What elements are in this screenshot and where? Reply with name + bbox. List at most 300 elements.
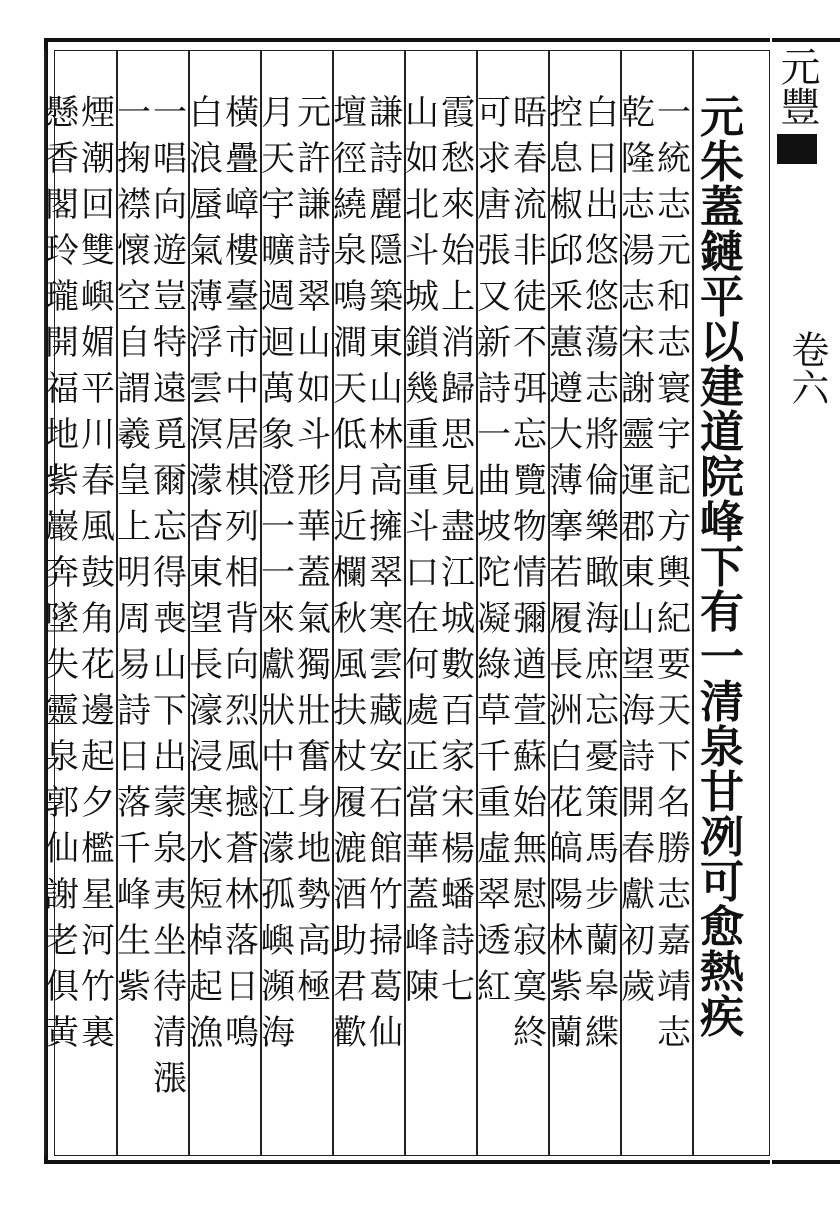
commentary-char: 檻	[81, 829, 115, 869]
commentary-char: 紫	[45, 461, 79, 501]
commentary-char: 媚	[81, 323, 115, 363]
commentary-char: 生	[117, 921, 151, 961]
commentary-char: 草	[477, 691, 511, 731]
commentary-char: 詩	[621, 737, 655, 777]
commentary-char: 海	[621, 691, 655, 731]
commentary-char: 當	[405, 783, 439, 823]
commentary-char: 嘉	[657, 921, 691, 961]
commentary-char: 林	[225, 875, 259, 915]
commentary-char: 許	[297, 139, 331, 179]
commentary-char: 掬	[117, 139, 151, 179]
commentary-char: 相	[225, 553, 259, 593]
commentary-char: 東	[621, 553, 655, 593]
commentary-char: 重	[405, 415, 439, 455]
commentary-char: 浮	[189, 323, 223, 363]
commentary-char: 出	[585, 185, 619, 225]
commentary-column	[548, 93, 584, 1062]
commentary-char: 仙	[45, 829, 79, 869]
commentary-char: 皋	[585, 967, 619, 1007]
commentary-char: 初	[621, 921, 655, 961]
commentary-char: 元	[297, 93, 331, 133]
commentary-char: 乾	[621, 93, 655, 133]
commentary-char: 謙	[369, 93, 403, 133]
commentary-char: 壯	[297, 691, 331, 731]
commentary-char: 楊	[441, 829, 475, 869]
commentary-char: 紀	[657, 599, 691, 639]
commentary-char: 陽	[549, 875, 583, 915]
commentary-char: 天	[657, 691, 691, 731]
book-title	[776, 46, 818, 172]
commentary-char: 澄	[261, 461, 295, 501]
commentary-char: 何	[405, 645, 439, 685]
commentary-char: 輿	[657, 553, 691, 593]
commentary-char: 海	[585, 599, 619, 639]
commentary-char: 孤	[261, 875, 295, 915]
commentary-column	[656, 93, 692, 1062]
commentary-char: 福	[45, 369, 79, 409]
commentary-char: 江	[441, 553, 475, 593]
main-entry-char: 朱	[700, 137, 744, 188]
commentary-char: 山	[405, 93, 439, 133]
commentary-char: 謝	[45, 875, 79, 915]
commentary-char: 物	[513, 507, 547, 547]
commentary-char: 幾	[405, 369, 439, 409]
commentary-char: 遵	[549, 369, 583, 409]
commentary-char: 歸	[441, 369, 475, 409]
commentary-char: 搴	[549, 507, 583, 547]
commentary-char: 詩	[477, 369, 511, 409]
commentary-char: 漲	[153, 1059, 187, 1099]
main-entry-column	[700, 92, 744, 1043]
commentary-char: 竹	[81, 967, 115, 1007]
commentary-char: 花	[549, 783, 583, 823]
commentary-char: 中	[225, 369, 259, 409]
commentary-char: 夕	[81, 783, 115, 823]
commentary-char: 寒	[369, 599, 403, 639]
commentary-char: 峰	[117, 875, 151, 915]
commentary-char: 坡	[477, 507, 511, 547]
commentary-char: 勢	[297, 875, 331, 915]
commentary-char: 空	[117, 277, 151, 317]
commentary-char: 雲	[189, 369, 223, 409]
commentary-char: 翠	[477, 875, 511, 915]
commentary-char: 皜	[549, 829, 583, 869]
commentary-char: 上	[441, 277, 475, 317]
commentary-char: 斗	[405, 507, 439, 547]
commentary-char: 白	[585, 93, 619, 133]
commentary-char: 周	[117, 599, 151, 639]
commentary-char: 履	[333, 783, 367, 823]
commentary-char: 唐	[477, 185, 511, 225]
commentary-char: 館	[369, 829, 403, 869]
commentary-char: 紅	[477, 967, 511, 1007]
commentary-char: 風	[225, 737, 259, 777]
commentary-char: 花	[81, 645, 115, 685]
commentary-char: 迴	[261, 323, 295, 363]
commentary-char: 志	[621, 185, 655, 225]
commentary-char: 浪	[189, 139, 223, 179]
commentary-char: 凝	[477, 599, 511, 639]
commentary-char: 河	[81, 921, 115, 961]
commentary-char: 溟	[189, 415, 223, 455]
commentary-char: 宇	[657, 415, 691, 455]
main-entry-char: 清	[700, 677, 744, 728]
commentary-char: 忘	[513, 415, 547, 455]
commentary-char: 不	[513, 323, 547, 363]
commentary-char: 萱	[513, 691, 547, 731]
commentary-char: 詩	[297, 231, 331, 271]
commentary-column	[476, 93, 512, 1016]
commentary-char: 盡	[441, 507, 475, 547]
commentary-char: 城	[441, 599, 475, 639]
commentary-char: 覓	[153, 415, 187, 455]
commentary-char: 掃	[369, 921, 403, 961]
commentary-char: 上	[117, 507, 151, 547]
commentary-char: 嶂	[225, 185, 259, 225]
main-entry-char: 愈	[700, 902, 744, 953]
commentary-char: 蕙	[549, 323, 583, 363]
commentary-char: 和	[657, 277, 691, 317]
commentary-char: 起	[189, 967, 223, 1007]
commentary-char: 懸	[45, 93, 79, 133]
main-entry-char: 熱	[700, 947, 744, 998]
chapter-label-text: 卷六	[784, 330, 829, 406]
commentary-char: 築	[369, 277, 403, 317]
main-entry-char: 以	[700, 317, 744, 368]
commentary-char: 張	[477, 231, 511, 271]
commentary-char: 欄	[333, 553, 367, 593]
commentary-char: 志	[657, 1013, 691, 1053]
commentary-char: 華	[297, 507, 331, 547]
commentary-column	[260, 93, 296, 1062]
commentary-char: 清	[153, 1013, 187, 1053]
commentary-char: 倫	[585, 461, 619, 501]
commentary-char: 秋	[333, 599, 367, 639]
commentary-char: 香	[45, 139, 79, 179]
commentary-char: 漉	[333, 829, 367, 869]
commentary-char: 靈	[621, 415, 655, 455]
commentary-char: 翠	[369, 553, 403, 593]
commentary-char: 如	[297, 369, 331, 409]
commentary-char: 歡	[333, 1013, 367, 1053]
commentary-char: 釆	[549, 277, 583, 317]
commentary-char: 週	[261, 277, 295, 317]
commentary-char: 忘	[585, 691, 619, 731]
commentary-char: 宋	[621, 323, 655, 363]
commentary-char: 陳	[405, 967, 439, 1007]
commentary-char: 得	[153, 553, 187, 593]
commentary-char: 奮	[297, 737, 331, 777]
column-rule	[692, 50, 694, 1156]
commentary-char: 名	[657, 783, 691, 823]
commentary-char: 山	[369, 369, 403, 409]
commentary-char: 星	[81, 875, 115, 915]
commentary-column	[44, 93, 80, 1062]
commentary-column	[584, 93, 620, 1062]
commentary-char: 斗	[297, 415, 331, 455]
commentary-char: 閣	[45, 185, 79, 225]
commentary-char: 始	[513, 783, 547, 823]
commentary-char: 低	[333, 415, 367, 455]
commentary-char: 愁	[441, 139, 475, 179]
commentary-char: 處	[405, 691, 439, 731]
commentary-char: 天	[333, 369, 367, 409]
commentary-char: 扶	[333, 691, 367, 731]
commentary-char: 寞	[513, 967, 547, 1007]
main-entry-char: 一	[700, 632, 744, 683]
commentary-char: 馬	[585, 829, 619, 869]
main-entry-char: 泉	[700, 722, 744, 773]
commentary-char: 徒	[513, 277, 547, 317]
commentary-char: 嶼	[81, 277, 115, 317]
commentary-char: 林	[369, 415, 403, 455]
commentary-char: 陀	[477, 553, 511, 593]
commentary-char: 宇	[261, 185, 295, 225]
commentary-char: 臺	[225, 277, 259, 317]
commentary-char: 靖	[657, 967, 691, 1007]
commentary-char: 棋	[225, 461, 259, 501]
commentary-char: 隆	[621, 139, 655, 179]
commentary-char: 懷	[117, 231, 151, 271]
commentary-char: 千	[117, 829, 151, 869]
commentary-char: 長	[549, 645, 583, 685]
commentary-char: 憂	[585, 737, 619, 777]
commentary-char: 悠	[585, 231, 619, 271]
commentary-char: 泉	[45, 737, 79, 777]
commentary-char: 華	[405, 829, 439, 869]
commentary-char: 巖	[45, 507, 79, 547]
commentary-char: 向	[153, 185, 187, 225]
commentary-char: 極	[297, 967, 331, 1007]
commentary-char: 口	[405, 553, 439, 593]
commentary-char: 城	[405, 277, 439, 317]
commentary-char: 開	[621, 783, 655, 823]
commentary-char: 可	[477, 93, 511, 133]
commentary-char: 千	[477, 737, 511, 777]
main-entry-char: 疾	[700, 992, 744, 1043]
page-margin-header	[772, 38, 840, 1164]
commentary-char: 明	[117, 553, 151, 593]
commentary-char: 邊	[81, 691, 115, 731]
commentary-char: 志	[657, 185, 691, 225]
commentary-char: 流	[513, 185, 547, 225]
commentary-char: 覽	[513, 461, 547, 501]
commentary-char: 樂	[585, 507, 619, 547]
commentary-char: 椒	[549, 185, 583, 225]
commentary-char: 中	[261, 737, 295, 777]
commentary-char: 皇	[117, 461, 151, 501]
commentary-char: 鎖	[405, 323, 439, 363]
commentary-char: 酒	[333, 875, 367, 915]
commentary-char: 月	[261, 93, 295, 133]
commentary-column	[80, 93, 116, 1062]
main-entry-char: 院	[700, 452, 744, 503]
commentary-char: 風	[333, 645, 367, 685]
commentary-char: 忘	[153, 507, 187, 547]
commentary-char: 曠	[261, 231, 295, 271]
commentary-char: 起	[81, 737, 115, 777]
fishtail-block-mark	[777, 134, 817, 164]
commentary-char: 風	[81, 507, 115, 547]
commentary-char: 獨	[297, 645, 331, 685]
commentary-char: 嶼	[261, 921, 295, 961]
commentary-char: 裏	[81, 1013, 115, 1053]
commentary-char: 勝	[657, 829, 691, 869]
commentary-char: 浸	[189, 737, 223, 777]
commentary-char: 遊	[153, 231, 187, 271]
commentary-char: 靈	[45, 691, 79, 731]
commentary-char: 重	[405, 461, 439, 501]
main-entry-char: 鏈	[700, 227, 744, 278]
commentary-char: 日	[225, 967, 259, 1007]
commentary-char: 鳴	[225, 1013, 259, 1053]
commentary-char: 春	[81, 461, 115, 501]
commentary-char: 身	[297, 783, 331, 823]
commentary-char: 待	[153, 967, 187, 1007]
commentary-char: 統	[657, 139, 691, 179]
commentary-char: 無	[513, 829, 547, 869]
main-entry-char: 建	[700, 362, 744, 413]
commentary-char: 謝	[621, 369, 655, 409]
commentary-char: 喪	[153, 599, 187, 639]
commentary-char: 君	[333, 967, 367, 1007]
commentary-char: 泉	[153, 829, 187, 869]
commentary-char: 緤	[585, 1013, 619, 1053]
commentary-char: 虛	[477, 829, 511, 869]
commentary-char: 策	[585, 783, 619, 823]
commentary-char: 透	[477, 921, 511, 961]
commentary-char: 安	[369, 737, 403, 777]
commentary-char: 川	[81, 415, 115, 455]
commentary-char: 下	[657, 737, 691, 777]
commentary-char: 藏	[369, 691, 403, 731]
commentary-char: 望	[189, 599, 223, 639]
commentary-char: 邱	[549, 231, 583, 271]
commentary-char: 蕩	[585, 323, 619, 363]
commentary-char: 大	[549, 415, 583, 455]
commentary-char: 失	[45, 645, 79, 685]
commentary-char: 蒙	[153, 783, 187, 823]
commentary-column	[116, 93, 152, 1016]
commentary-char: 雲	[369, 645, 403, 685]
commentary-column	[404, 93, 440, 1016]
commentary-char: 繞	[333, 185, 367, 225]
commentary-char: 墜	[45, 599, 79, 639]
commentary-char: 撼	[225, 783, 259, 823]
main-entry-char: 道	[700, 407, 744, 458]
commentary-char: 峰	[405, 921, 439, 961]
commentary-char: 志	[657, 323, 691, 363]
commentary-char: 紫	[117, 967, 151, 1007]
commentary-char: 徑	[333, 139, 367, 179]
commentary-char: 濠	[189, 691, 223, 731]
commentary-char: 濛	[261, 829, 295, 869]
commentary-char: 天	[261, 139, 295, 179]
commentary-char: 白	[189, 93, 223, 133]
commentary-char: 思	[441, 415, 475, 455]
commentary-char: 夷	[153, 875, 187, 915]
commentary-char: 平	[81, 369, 115, 409]
commentary-char: 一	[261, 507, 295, 547]
commentary-char: 地	[297, 829, 331, 869]
commentary-char: 慰	[513, 875, 547, 915]
commentary-column	[188, 93, 224, 1062]
commentary-char: 翠	[297, 277, 331, 317]
commentary-char: 步	[585, 875, 619, 915]
commentary-char: 蓋	[297, 553, 331, 593]
commentary-char: 蒼	[225, 829, 259, 869]
commentary-char: 志	[621, 277, 655, 317]
commentary-char: 自	[117, 323, 151, 363]
commentary-char: 要	[657, 645, 691, 685]
commentary-char: 如	[405, 139, 439, 179]
commentary-char: 求	[477, 139, 511, 179]
commentary-char: 悠	[585, 277, 619, 317]
commentary-char: 遒	[513, 645, 547, 685]
commentary-char: 寒	[189, 783, 223, 823]
commentary-char: 白	[549, 737, 583, 777]
commentary-char: 海	[261, 1013, 295, 1053]
commentary-char: 易	[117, 645, 151, 685]
commentary-char: 方	[657, 507, 691, 547]
commentary-char: 控	[549, 93, 583, 133]
commentary-char: 湯	[621, 231, 655, 271]
commentary-char: 氣	[297, 599, 331, 639]
commentary-char: 潮	[81, 139, 115, 179]
commentary-char: 紫	[549, 967, 583, 1007]
commentary-char: 晤	[513, 93, 547, 133]
commentary-char: 雙	[81, 231, 115, 271]
commentary-char: 羲	[117, 415, 151, 455]
commentary-char: 詩	[369, 139, 403, 179]
commentary-char: 回	[81, 185, 115, 225]
commentary-char: 俱	[45, 967, 79, 1007]
commentary-char: 澗	[333, 323, 367, 363]
commentary-column	[440, 93, 476, 1016]
commentary-column	[620, 93, 656, 1016]
commentary-char: 見	[441, 461, 475, 501]
commentary-char: 寂	[513, 921, 547, 961]
commentary-char: 志	[657, 875, 691, 915]
commentary-char: 瓏	[45, 277, 79, 317]
commentary-char: 息	[549, 139, 583, 179]
commentary-char: 特	[153, 323, 187, 363]
commentary-char: 百	[441, 691, 475, 731]
commentary-column	[296, 93, 332, 1016]
commentary-char: 落	[117, 783, 151, 823]
commentary-char: 鳴	[333, 277, 367, 317]
commentary-char: 又	[477, 277, 511, 317]
main-entry-char: 元	[700, 92, 744, 143]
commentary-char: 獻	[261, 645, 295, 685]
commentary-char: 始	[441, 231, 475, 271]
commentary-char: 日	[117, 737, 151, 777]
commentary-char: 在	[405, 599, 439, 639]
commentary-char: 鼓	[81, 553, 115, 593]
main-entry-char: 峰	[700, 497, 744, 548]
commentary-char: 橫	[225, 93, 259, 133]
commentary-char: 落	[225, 921, 259, 961]
commentary-char: 日	[585, 139, 619, 179]
main-entry-char: 冽	[700, 812, 744, 863]
main-entry-char: 平	[700, 272, 744, 323]
commentary-char: 象	[261, 415, 295, 455]
commentary-char: 壇	[333, 93, 367, 133]
commentary-char: 下	[153, 691, 187, 731]
commentary-char: 一	[657, 93, 691, 133]
main-entry-char: 下	[700, 542, 744, 593]
commentary-char: 春	[621, 829, 655, 869]
